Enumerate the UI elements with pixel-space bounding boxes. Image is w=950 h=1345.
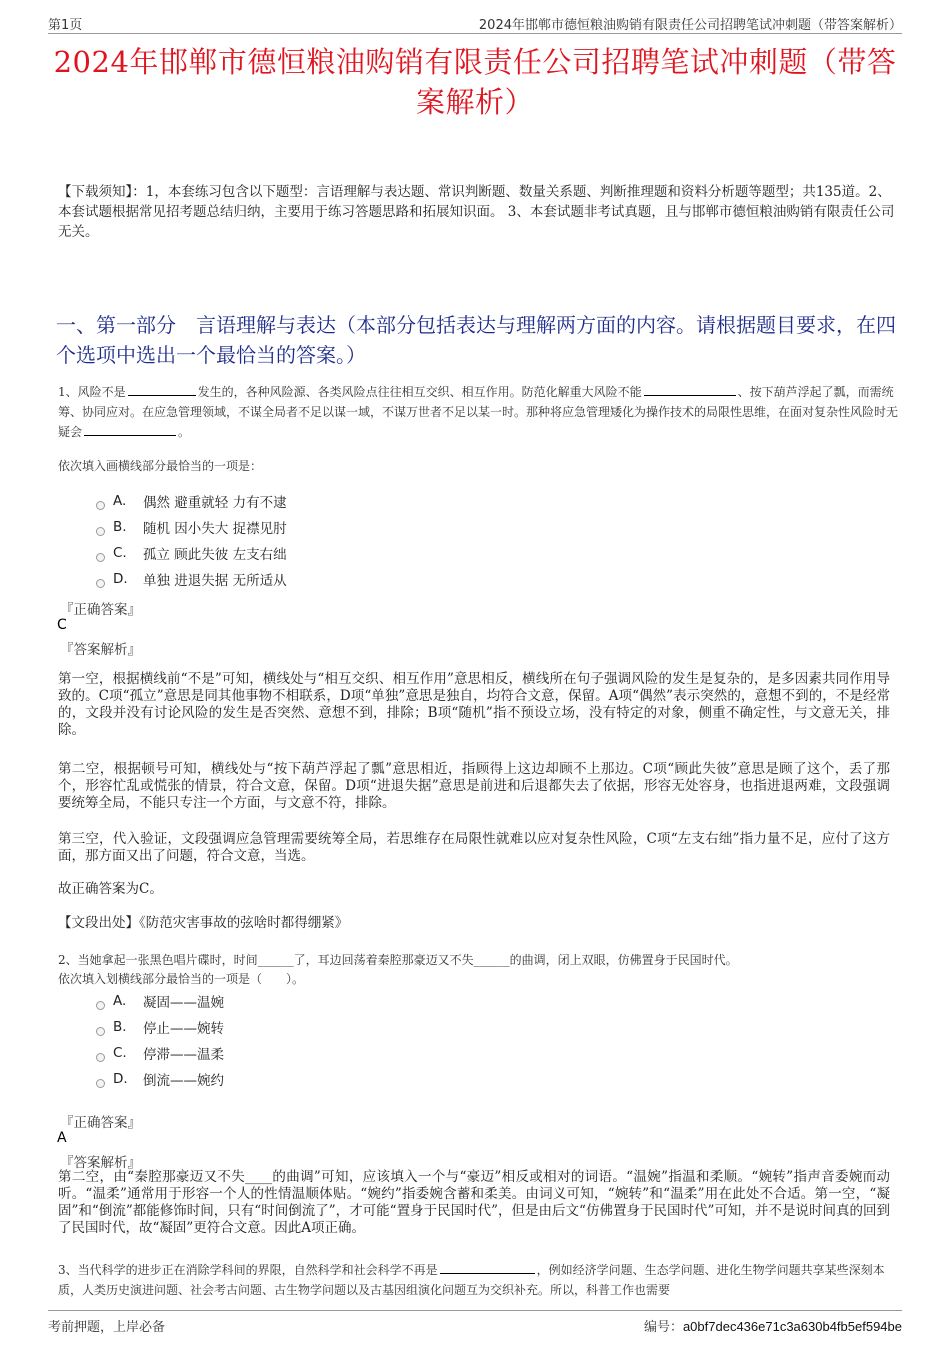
answer-blank — [644, 383, 736, 396]
option-text: 停止——婉转 — [143, 1021, 224, 1037]
footer-divider — [48, 1310, 902, 1311]
option-b[interactable] — [96, 514, 287, 540]
radio-button[interactable] — [96, 527, 105, 536]
running-header-title: 2024年邯郸市德恒粮油购销有限责任公司招聘笔试冲刺题（带答案解析） — [478, 18, 902, 33]
footer-slogan: 考前押题，上岸必备 — [48, 1320, 166, 1335]
question-1-stem — [58, 382, 898, 442]
correct-answer-value: A — [57, 1130, 67, 1146]
page-number: 第1页 — [48, 18, 83, 33]
option-text: 孤立 顾此失彼 左支右绌 — [143, 547, 287, 563]
answer-blank — [128, 383, 196, 396]
radio-button[interactable] — [96, 553, 105, 562]
code-value: a0bf7dec436e71c3a630b4fb5ef594be — [682, 1319, 902, 1334]
radio-button[interactable] — [96, 1001, 105, 1010]
answer-blank — [84, 423, 176, 436]
option-letter: A. — [113, 493, 127, 509]
stem-text: ，例如经济学问题、生态学问题、进化生物学问题共享某些深刻本质，人类历史演进问题、社会考古问题、古生物学问题以及古基因组演化问题互为交织补充。所以，科普工作也需要 — [58, 1263, 885, 1297]
option-c[interactable] — [96, 1040, 224, 1066]
header-divider — [48, 33, 902, 34]
option-text: 停滞——温柔 — [143, 1047, 224, 1063]
question-2-options — [96, 988, 224, 1092]
stem-text: 发生的，各种风险源、各类风险点往往相互交织、相互作用。防范化解重大风险不能 — [197, 385, 642, 399]
option-letter: D. — [113, 571, 128, 587]
radio-button[interactable] — [96, 1053, 105, 1062]
option-letter: D. — [113, 1071, 128, 1087]
correct-answer-value: C — [57, 617, 67, 633]
question-3-stem — [58, 1260, 898, 1300]
section-heading: 一、第一部分 言语理解与表达（本部分包括表达与理解两方面的内容。请根据题目要求，在四个选项中选出一个最恰当的答案。） — [56, 313, 896, 367]
question-1-options — [96, 488, 287, 592]
option-letter: A. — [113, 993, 127, 1009]
analysis-paragraph: 第二空，由“秦腔那豪迈又不失____的曲调”可知，应该填入一个与“豪迈”相反或相对的词语。“温婉”指温和柔顺。“婉转”指声音委婉而动听。“温柔”通常用于形容一个人的性情温顺体贴。“婉约”指委婉含蓄和柔美。由词义可知，“婉转”和“温柔”用在此处不合适。第一空，“凝固”和“倒流”都能修饰时间，只有“时间倒流了”，才可能“置身于民国时代”，但是由后文“仿佛置身于民国时代”可知，并不是说时间真的回到了民国时代，故“凝固”更符合文意。因此A项正确。 — [58, 1169, 890, 1236]
question-2-prompt: 依次填入划横线部分最恰当的一项是（ ）。 — [58, 972, 305, 986]
radio-button[interactable] — [96, 579, 105, 588]
option-b[interactable] — [96, 1014, 224, 1040]
option-letter: B. — [113, 519, 127, 535]
radio-button[interactable] — [96, 501, 105, 510]
stem-text: 3、当代科学的进步正在消除学科间的界限，自然科学和社会科学不再是 — [58, 1263, 438, 1277]
answer-blank — [440, 1261, 535, 1274]
analysis-conclusion: 故正确答案为C。 — [58, 881, 163, 897]
analysis-label: 『答案解析』 — [60, 1155, 141, 1171]
analysis-paragraph: 第一空，根据横线前“不是”可知，横线处与“相互交织、相互作用”意思相反，横线所在句子强调风险的发生是复杂的，是多因素共同作用导致的。C项“孤立”意思是同其他事物不相联系，D项“单独”意思是独自，均符合文意，保留。A项“偶然”表示突然的，意想不到的，不是经常的，文段并没有讨论风险的发生是否突然、意想不到，排除；B项“随机”指不预设立场，没有特定的对象，侧重不确定性，与文意无关，排除。 — [58, 671, 890, 738]
correct-answer-label: 『正确答案』 — [60, 1115, 141, 1131]
option-text: 随机 因小失大 捉襟见肘 — [143, 521, 287, 537]
document-title: 2024年邯郸市德恒粮油购销有限责任公司招聘笔试冲刺题（带答案解析） — [53, 45, 897, 119]
option-text: 凝固——温婉 — [143, 995, 224, 1011]
option-text: 偶然 避重就轻 力有不逮 — [143, 495, 287, 511]
option-letter: C. — [113, 1045, 127, 1061]
stem-text: 1、风险不是 — [58, 385, 126, 399]
question-1-prompt: 依次填入画横线部分最恰当的一项是： — [58, 459, 263, 473]
code-label: 编号： — [643, 1320, 683, 1335]
option-c[interactable] — [96, 540, 287, 566]
footer-code — [644, 1316, 902, 1335]
correct-answer-label: 『正确答案』 — [60, 602, 141, 618]
option-letter: B. — [113, 1019, 127, 1035]
radio-button[interactable] — [96, 1027, 105, 1036]
radio-button[interactable] — [96, 1079, 105, 1088]
download-notice: 【下载须知】：1，本套练习包含以下题型：言语理解与表达题、常识判断题、数量关系题、判断推理题和资料分析题等题型；共135道。2、本套试题根据常见招考题总结归纳，主要用于练习答题思路和拓展知识面。 3、本套试题非考试真题，且与邯郸市德恒粮油购销有限责任公司无关。 — [58, 184, 895, 240]
option-text: 单独 进退失据 无所适从 — [143, 573, 287, 589]
option-d[interactable] — [96, 566, 287, 592]
option-d[interactable] — [96, 1066, 224, 1092]
stem-text: 、按下葫芦浮起了瓢，而需统筹、协同应对。在应急管理领域，不谋全局者不足以谋一域，不谋万世者不足以某一时。那种将应急管理矮化为操作技术的局限性思维，在面对复杂性风险时无疑会 — [58, 385, 899, 439]
stem-text: 。 — [178, 425, 191, 439]
option-a[interactable] — [96, 488, 287, 514]
analysis-label: 『答案解析』 — [60, 642, 141, 658]
passage-source: 【文段出处】《防范灾害事故的弦啥时都得绷紧》 — [58, 915, 349, 931]
analysis-paragraph: 第三空，代入验证，文段强调应急管理需要统筹全局，若思维存在局限性就难以应对复杂性风险，C项“左支右绌”指力量不足，应付了这方面，那方面又出了问题，符合文意，当选。 — [58, 831, 890, 864]
analysis-paragraph: 第二空，根据顿号可知，横线处与“按下葫芦浮起了瓢”意思相近，指顾得上这边却顾不上那边。C项“顾此失彼”意思是顾了这个，丢了那个，形容忙乱或慌张的情景，符合文意，保留。D项“进退失据”意思是前进和后退都失去了依据，形容无处容身，也指进退两难，文段强调要统筹全局，不能只专注一个方面，与文意不符，排除。 — [58, 761, 890, 811]
option-a[interactable] — [96, 988, 224, 1014]
question-2-stem: 2、当她拿起一张黑色唱片碟时，时间______了，耳边回荡着秦腔那豪迈又不失______的曲调，闭上双眼，仿佛置身于民国时代。 — [58, 953, 738, 967]
option-letter: C. — [113, 545, 127, 561]
option-text: 倒流——婉约 — [143, 1073, 224, 1089]
